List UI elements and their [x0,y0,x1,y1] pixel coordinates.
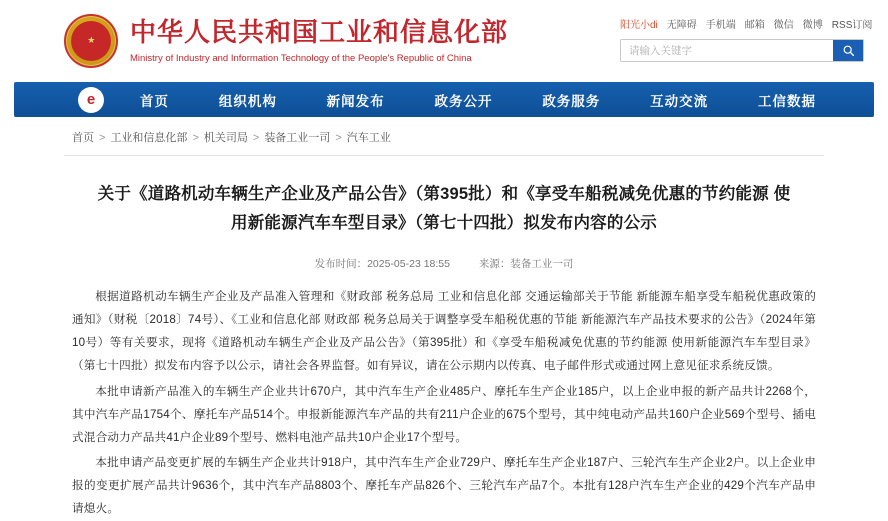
quick-link-rss[interactable]: RSS订阅 [831,20,873,31]
article-paragraph: 根据道路机动车辆生产企业及产品准入管理和《财政部 税务总局 工业和信息化部 交通运输部关于节能 新能源车船享受车船税优惠政策的通知》（财税〔2018〕74号）、《工业和信息化部 财政部 税务总局关于调整享受车船税优惠的节能 新能源汽车产品技术要求的公告》（2024年第10号）等有关要求，现将《道路机动车辆生产企业及产品公告》（第395批）和《享受车船税减免优惠的节约能源 使用新能源汽车车型目录》（第七十四批）拟发布内容予以公示，请社会各界监督。如有异议，请在公示期内以传真、电子邮件形式或通过网上意见征求系统反馈。 [72,289,816,373]
quick-link-weibo[interactable]: 微博 [802,20,823,31]
breadcrumb-separator: > [252,132,260,144]
nav-item-organization[interactable]: 组织机构 [218,93,277,109]
nav-item-data[interactable]: 工信数据 [757,93,816,109]
site-title-cn: 中华人民共和国工业和信息化部 [130,17,509,48]
source-value: 装备工业一司 [510,257,574,270]
search-bar [620,39,864,62]
breadcrumb-separator: > [335,132,342,144]
search-input[interactable] [621,40,833,61]
nav-item-interaction[interactable]: 互动交流 [650,93,709,109]
publish-time-value: 2025-05-23 18:55 [367,257,450,270]
page-title: 关于《道路机动车辆生产企业及产品公告》（第395批）和《享受车船税减免优惠的节约能源 使用新能源汽车车型目录》（第七十四批）拟发布内容的公示 [97,185,791,232]
breadcrumb [0,117,888,155]
breadcrumb-item-home[interactable]: 首页 [72,132,94,144]
breadcrumb-separator: > [99,132,106,144]
site-title-block [130,18,508,64]
site-title-en: Ministry of Industry and Information Technology of the People's Republic of China [130,52,472,64]
main-navigation [14,82,874,117]
source-label: 来源： [478,257,511,270]
breadcrumb-item-equipment-dept[interactable]: 装备工业一司 [264,132,331,144]
nav-item-news[interactable]: 新闻发布 [326,93,385,109]
nav-item-services[interactable]: 政务服务 [542,93,601,109]
quick-link-sunshine[interactable]: 阳光小di [620,20,658,31]
publish-time-label: 发布时间： [314,257,368,270]
search-icon [842,44,855,57]
nav-logo-icon[interactable]: e [78,87,104,113]
article-body [72,285,816,521]
breadcrumb-item-miit[interactable]: 工业和信息化部 [110,132,188,144]
quick-links [620,16,873,31]
quick-link-wechat[interactable]: 微信 [773,20,794,31]
breadcrumb-item-current: 汽车工业 [346,132,391,144]
nav-item-home[interactable]: 首页 [140,93,169,109]
quick-link-accessibility[interactable]: 无障碍 [666,20,697,31]
article-container [0,180,888,521]
article-meta [72,256,816,271]
header-utility-area [620,16,873,62]
quick-link-mobile[interactable]: 手机端 [705,20,736,31]
article-paragraph: 本批申请产品变更扩展的车辆生产企业共计918户，其中汽车生产企业729户、摩托车生产企业187户、三轮汽车生产企业2户。以上企业申报的变更扩展产品共计9636个，其中汽车产品8803个、摩托车产品826个、三轮汽车产品7个。本批有128户汽车生产企业的429个汽车产品申请熄火。 [72,456,816,516]
quick-link-email[interactable]: 邮箱 [744,20,765,31]
nav-item-government-affairs[interactable]: 政务公开 [434,93,493,109]
breadcrumb-item-departments[interactable]: 机关司局 [203,132,248,144]
national-emblem-icon: ★ [64,14,118,68]
nav-item-list [134,90,874,110]
article-paragraph: 本批申请新产品准入的车辆生产企业共计670户，其中汽车生产企业485户、摩托车生产企业185户，以上企业申报的新产品共计2268个，其中汽车产品1754个、摩托车产品514个。申报新能源汽车产品的共有211户企业的675个型号，其中纯电动产品共160户企业569个型号、插电式混合动力产品共41户企业89个型号、燃料电池产品共10户企业17个型号。 [72,384,816,444]
search-button[interactable] [833,40,863,61]
breadcrumb-separator: > [192,132,199,144]
breadcrumb-divider [64,155,824,156]
site-header [0,0,888,82]
